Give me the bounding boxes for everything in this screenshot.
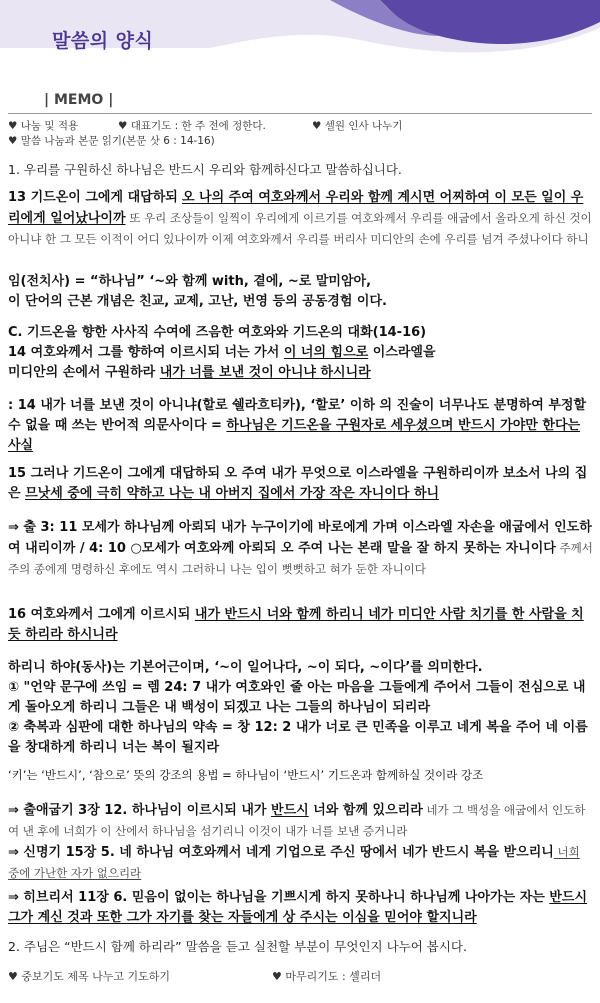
verse-13-intro: 13 기드온이 그에게 대답하되 [8, 190, 178, 205]
verse-15: 15 그러나 기드온이 그에게 대답하되 오 주여 내가 무엇으로 이스라엘을 구원하리이까 보소서 나의 집은 므낫세 중에 극히 약하고 나는 내 아버지 집에서 가장 작은 자니이다 하니 [8, 466, 588, 501]
header-banner [0, 0, 600, 60]
memo-bullet-sharing: ♥ 나눔 및 적용 [8, 120, 79, 132]
hebrews-reference: ⇒ 히브리서 11장 6. 믿음이 없이는 하나님을 기쁘시게 하지 못하나니 하나님께 나아가는 자는 반드시 그가 계신 것과 또한 그가 자기를 찾는 자들에게 상 주시는 이심을 믿어야 할지니라 [8, 890, 588, 925]
footer-intercession: ♥ 중보기도 제목 나누고 기도하기 [8, 970, 170, 983]
divider [8, 113, 592, 114]
footer-closing-prayer: ♥ 마무리기도 : 셀리더 [272, 970, 382, 983]
word-study-im-line1: 임(전치사) = “하나님” ‘~와 함께 with, 곁에, ~로 말미암아, [8, 274, 372, 289]
exodus-reference: ⇒ 출 3: 11 모세가 하나님께 아뢰되 내가 누구이기에 바로에게 가며 이스라엘 자손을 애굽에서 인도하여 내리이까 / 4: 10 ○모세가 여호와께 아뢰되 오 주여 나는 본래 말을 잘 하지 못하는 자니이다 주께서 주의 종에게 명령하신 후에도 역시 그러하니 나는 입이 뻣뻣하고 혀가 둔한 자니이다 [8, 520, 593, 576]
memo-bullet-prayer: ♥ 대표기도 : 한 주 전에 정한다. [118, 120, 266, 132]
question-1: 1. 우리를 구원하신 하나님은 반드시 우리와 함께하신다고 말씀하십니다. [8, 162, 402, 177]
halo-explanation: : 14 내가 너를 보낸 것이 아니냐(할로 쉘라흐티카), ‘할로’ 이하 의 진술이 너무나도 분명하여 부정할 수 없을 때 쓰는 반어적 의문사이다 = 하나님은 기드온을 구원자로 세우셨으며 반드시 가야만 한다는 사실 [8, 398, 586, 453]
verse-16: 16 여호와께서 그에게 이르시되 내가 반드시 너와 함께 하리니 네가 미디안 사람 치기를 한 사람을 치듯 하리라 하시니라 [8, 607, 584, 642]
haya-explanation: 하리니 하야(동사)는 기본어근이며, ‘~이 일어나다, ~이 되다, ~이다’를 의미한다. ① "언약 문구에 쓰임 = 렘 24: 7 내가 여호와인 줄 아는 마음을 그들에게 주어서 그들이 전심으로 내게 돌아오게 하리니 그들은 내 백성이 되겠고 나는 그들의 하나님이 되리라 ② 축복과 심판에 대한 하나님의 약속 = 창 12: 2 내가 너로 큰 민족을 이루고 네게 복을 주어 네 이름을 창대하게 하리니 너는 복이 될지라 [8, 660, 588, 755]
word-study-im [8, 272, 593, 312]
memo-bullet-reading: ♥ 말씀 나눔과 본문 읽기(본문 삿 6 : 14-16) [8, 135, 215, 147]
memo-heading: | MEMO | [44, 92, 114, 108]
section-c-title: C. 기드온을 향한 사사직 수여에 즈음한 여호와와 기드온의 대화(14-16) [8, 325, 427, 340]
memo-bullet-greeting: ♥ 셀원 인사 나누기 [312, 120, 403, 132]
section-c: C. 기드온을 향한 사사직 수여에 즈음한 여호와와 기드온의 대화(14-16) 14 여호와께서 그를 향하여 이르시되 너는 가서 이 너의 힘으로 이스라엘을 미디안의 손에서 구원하라 내가 너를 보낸 것이 아니냐 하시니라 [8, 325, 436, 380]
verse-13-highlight: 오 나의 주여 여호와께서 우리와 함께 계시면 어찌하여 이 모든 일이 우리에게 일어났나이까 [8, 190, 584, 226]
question-2: 2. 주님은 “반드시 함께 하리라” 말씀을 듣고 실천할 부분이 무엇인지 나누어 봅시다. [8, 939, 467, 954]
page-title: 말씀의 양식 [52, 30, 154, 52]
verse-13 [8, 188, 593, 250]
word-study-im-line2: 이 단어의 근본 개념은 친교, 교제, 고난, 번영 등의 공동경험 이다. [8, 294, 387, 309]
cross-references: ⇒ 출애굽기 3장 12. 하나님이 이르시되 내가 반드시 너와 함께 있으리라 네가 그 백성을 애굽에서 인도하여 낸 후에 너희가 이 산에서 하나님을 섬기리니 이것이 내가 너를 보낸 증거니라 ⇒ 신명기 15장 5. 네 하나님 여호와께서 네게 기업으로 주신 땅에서 네가 반드시 복을 받으리니 너희 중에 가난한 자가 없으리라 [8, 803, 586, 880]
ki-emphasis: ‘키’는 ‘반드시’, ‘참으로’ 뜻의 강조의 용법 = 하나님이 ‘반드시’ 기드온과 함께하실 것이라 강조 [8, 768, 484, 782]
verse-13-rest: 또 우리 조상들이 일찍이 우리에게 이르기를 여호와께서 우리를 애굽에서 올라오게 하신 것이 아니냐 한 그 모든 이적이 어디 있나이까 이제 여호와께서 우리를 버리사 미디안의 손에 우리를 넘겨 주셨나이다 하니 [8, 211, 592, 246]
